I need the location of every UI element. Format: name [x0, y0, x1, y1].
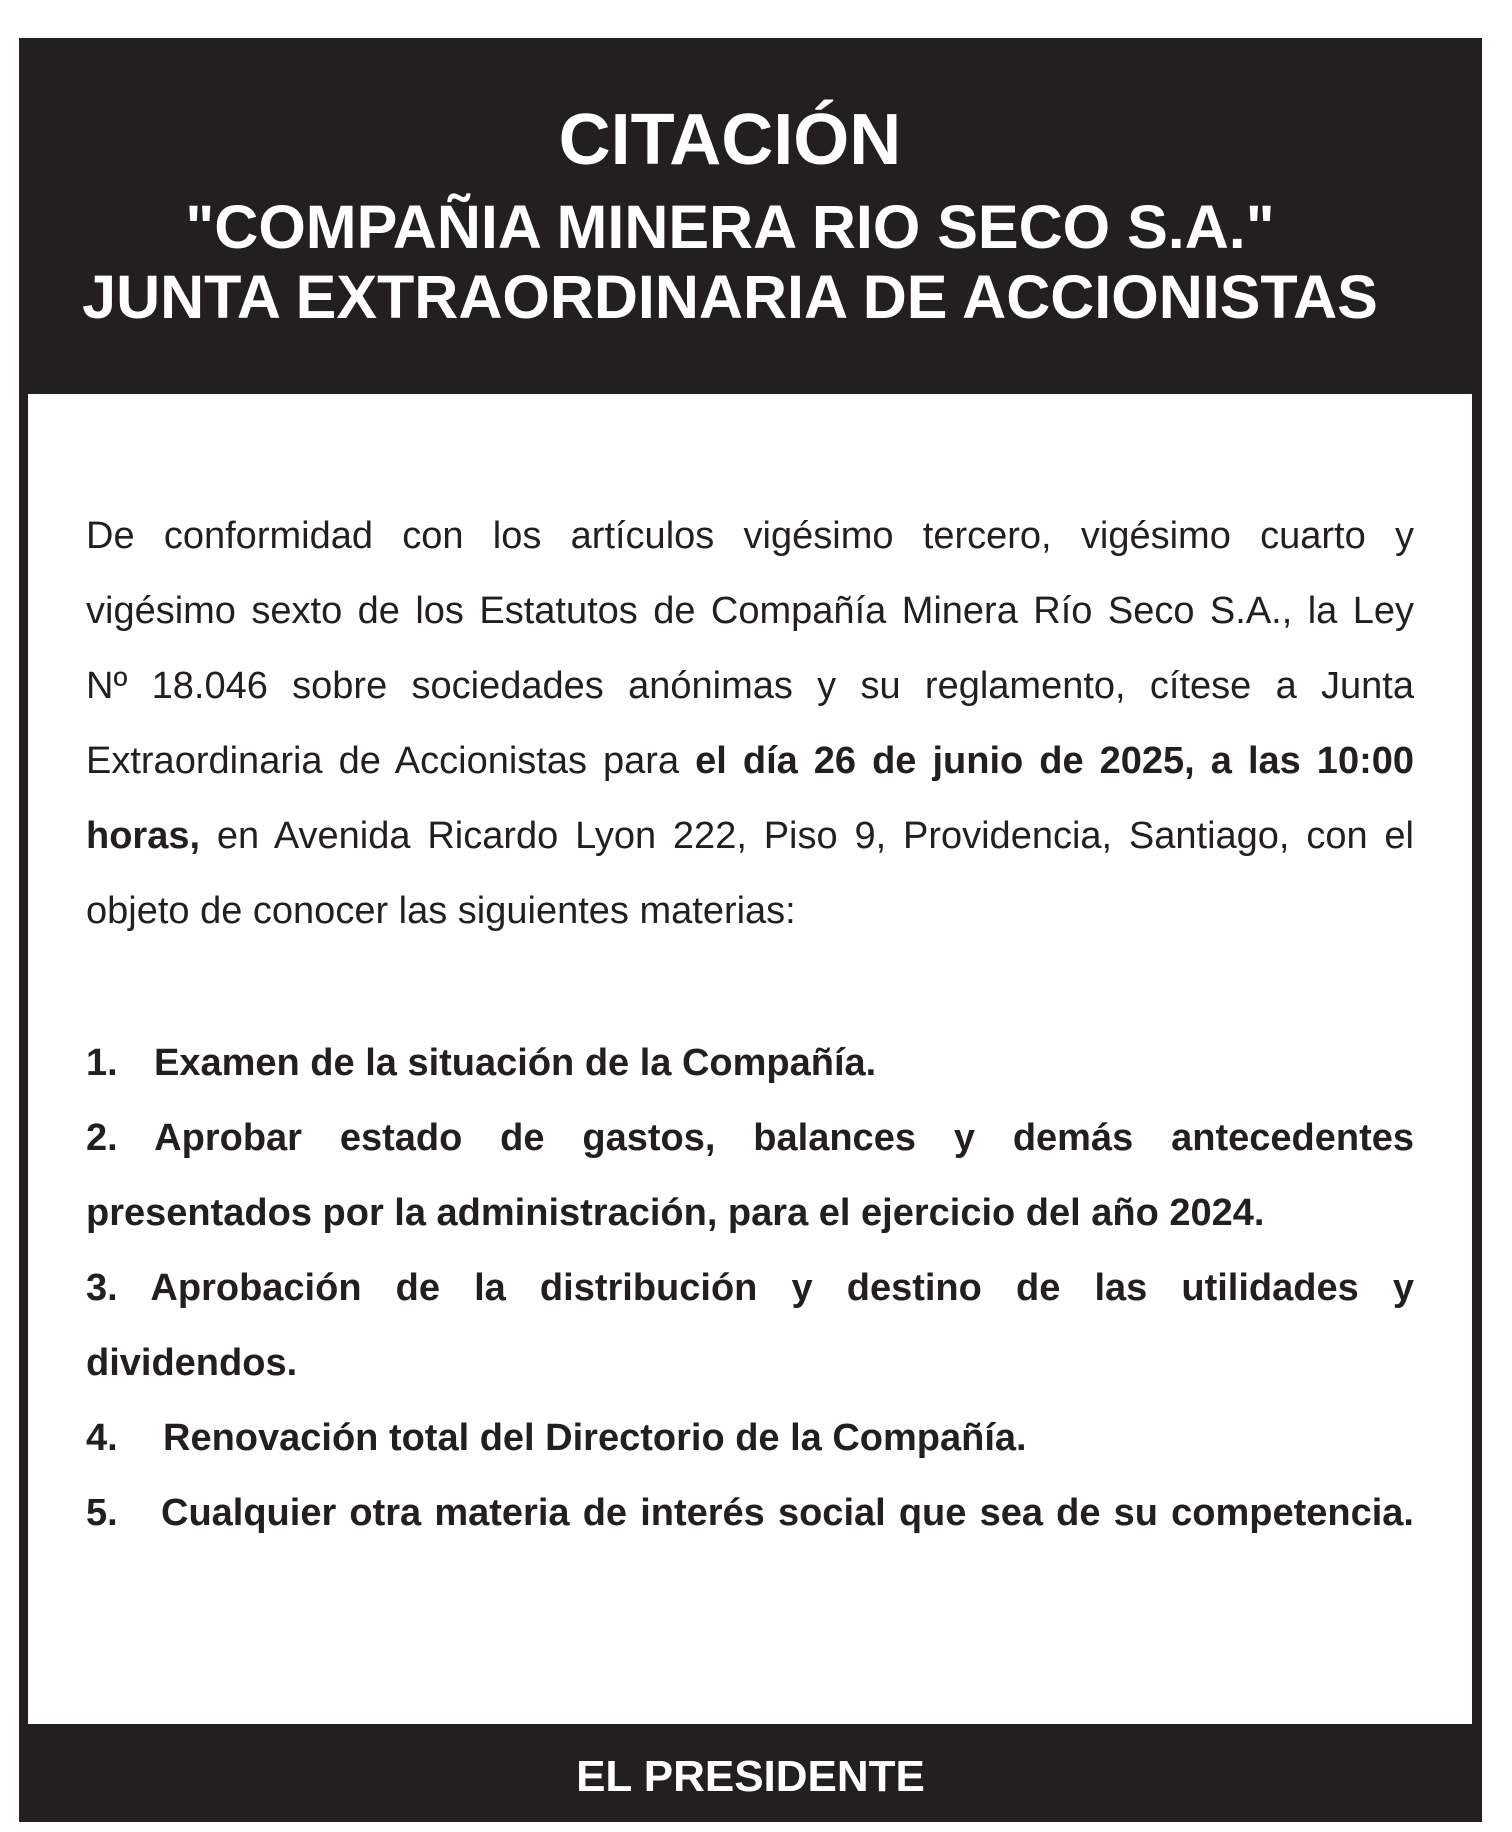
agenda-item-1: [86, 1026, 1414, 1101]
meeting-address: en Avenida Ricardo Lyon 222, Piso 9, Providencia, Santiago, con el: [200, 815, 1414, 857]
company-name: "COMPAÑIA MINERA RIO SECO S.A.": [185, 193, 1275, 261]
meeting-type: JUNTA EXTRAORDINARIA DE ACCIONISTAS: [82, 263, 1378, 331]
agenda-item-3: [86, 1251, 1414, 1401]
paragraph-line: [86, 724, 1414, 799]
meeting-date-time: el día 26 de junio de 2025, a las 10:00: [695, 740, 1414, 782]
agenda-item-text: Examen de la situación de la Compañía.: [154, 1042, 877, 1084]
paragraph-line: [86, 574, 1414, 649]
notice-title: CITACIÓN: [558, 100, 902, 180]
paragraph-line: [86, 799, 1414, 874]
footer-band: [19, 1724, 1482, 1822]
agenda-item-number: 4.: [86, 1417, 118, 1459]
agenda-item-text: Cualquier otra materia de interés social que sea de su competencia.: [161, 1492, 1414, 1534]
agenda-item-2: [86, 1101, 1414, 1251]
agenda-item-number: 3.: [86, 1267, 118, 1309]
agenda-item-4: [86, 1401, 1414, 1476]
notice-frame: [19, 38, 1482, 1822]
agenda-item-text: Aprobación de la distribución y destino de las utilidades y: [150, 1267, 1415, 1309]
meeting-time-suffix: horas,: [86, 815, 201, 857]
paragraph-line: [86, 874, 1414, 949]
notice-body: [28, 394, 1472, 1724]
paragraph-text: De conformidad con los artículos vigésimo tercero, vigésimo cuarto y: [86, 515, 1414, 557]
agenda-item-text: Aprobar estado de gastos, balances y demás antecedentes: [154, 1117, 1414, 1159]
paragraph-line: [86, 649, 1414, 724]
agenda-item-number: 5.: [86, 1492, 118, 1534]
agenda-item-line: [86, 1326, 1414, 1401]
convocation-paragraph: [86, 499, 1414, 949]
paragraph-line: [86, 499, 1414, 574]
agenda-item-5: [86, 1476, 1414, 1551]
agenda-item-number: 1.: [86, 1042, 118, 1084]
agenda-item-number: 2.: [86, 1117, 118, 1159]
agenda-list: [86, 1026, 1414, 1551]
paragraph-text: Nº 18.046 sobre sociedades anónimas y su reglamento, cítese a Junta: [86, 665, 1414, 707]
agenda-item-line: [86, 1176, 1414, 1251]
agenda-item-text: Renovación total del Directorio de la Compañía.: [163, 1417, 1027, 1459]
signature-president: EL PRESIDENTE: [576, 1752, 925, 1801]
agenda-item-line: [86, 1251, 1414, 1326]
paragraph-text: objeto de conocer las siguientes materias:: [86, 890, 796, 932]
header-band: [19, 38, 1482, 394]
agenda-item-line: [86, 1101, 1414, 1176]
agenda-item-text: dividendos.: [86, 1342, 298, 1384]
paragraph-text: vigésimo sexto de los Estatutos de Compañía Minera Río Seco S.A., la Ley: [86, 590, 1414, 632]
paragraph-text: Extraordinaria de Accionistas para: [86, 740, 696, 782]
agenda-item-text: presentados por la administración, para el ejercicio del año 2024.: [86, 1192, 1265, 1234]
